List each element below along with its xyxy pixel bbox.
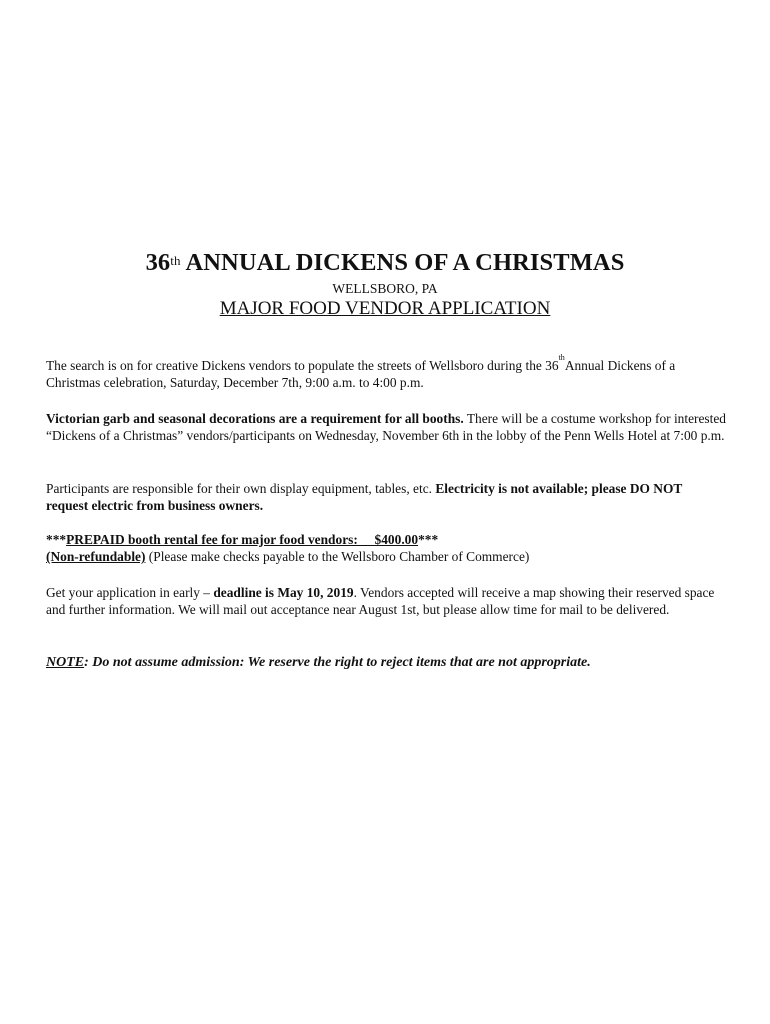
fee-amount: PREPAID booth rental fee for major food vendors: $400.00 — [66, 532, 419, 547]
document-title — [0, 248, 770, 278]
intro-paragraph — [46, 353, 726, 392]
application-heading: MAJOR FOOD VENDOR APPLICATION — [219, 298, 551, 319]
intro-ordinal-suffix: th — [558, 353, 565, 362]
document-subtitle: WELLSBORO, PA — [332, 281, 438, 296]
intro-text-b: Annual Dickens of a Christmas celebration, Saturday, December 7th, 9:00 a.m. to 4:00 p.m. — [46, 358, 676, 391]
deadline-date: deadline is May 10, 2019 — [213, 585, 354, 600]
note-label: NOTE — [46, 655, 85, 670]
fee-paragraph — [46, 531, 726, 566]
non-refundable-label: (Non-refundable) — [46, 549, 146, 565]
equipment-text: Participants are responsible for their own display equipment, tables, etc. — [46, 481, 436, 496]
intro-text-a: The search is on for creative Dickens vendors to populate the streets of Wellsboro during the 36 — [46, 358, 559, 373]
title-text: ANNUAL DICKENS OF A CHRISTMAS — [185, 249, 625, 276]
costume-requirement: Victorian garb and seasonal decorations are a requirement for all booths. — [46, 411, 464, 426]
check-payable-text: (Please make checks payable to the Wellsboro Chamber of Commerce) — [145, 549, 530, 565]
deadline-text-a: Get your application in early – — [46, 585, 214, 600]
title-number: 36 — [145, 249, 171, 276]
equipment-paragraph — [46, 480, 726, 515]
deadline-text-b: . Vendors accepted will receive a map showing their reserved space and further information. We will mail out acceptance near August 1st, but please allow time for mail to be delivered. — [46, 585, 715, 618]
fee-stars-end: *** — [418, 532, 439, 547]
note-paragraph — [46, 654, 726, 671]
costume-paragraph — [46, 410, 726, 445]
fee-line — [46, 532, 438, 547]
fee-stars-start: *** — [46, 532, 67, 547]
electricity-notice: Electricity is not available; please DO NOT request electric from business owners. — [46, 481, 683, 514]
note-text: : Do not assume admission: We reserve the right to reject items that are not appropriate. — [84, 655, 591, 670]
costume-workshop-text: There will be a costume workshop for interested “Dickens of a Christmas” vendors/participants on Wednesday, November 6th in the lobby of the Penn Wells Hotel at 7:00 p.m. — [46, 411, 726, 444]
title-ordinal-suffix: th — [170, 253, 181, 268]
deadline-paragraph — [46, 584, 726, 619]
